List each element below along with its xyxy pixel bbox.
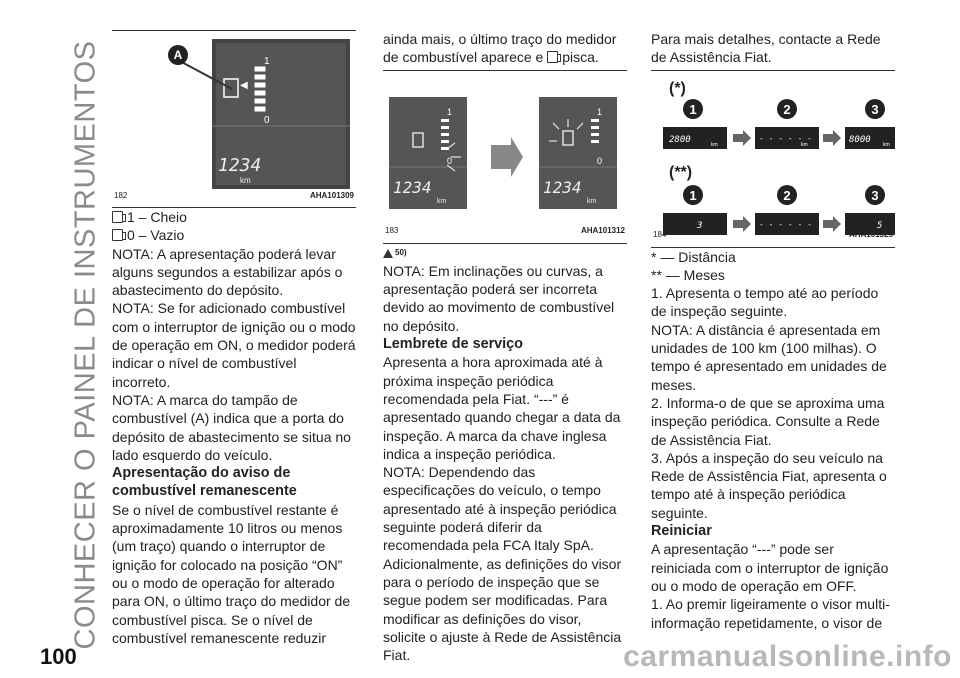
- paragraph: Para mais detalhes, contacte a Rede de Assistência Fiat.: [651, 31, 881, 66]
- svg-text:- - - - - -: - - - - - -: [759, 133, 812, 143]
- svg-text:- - - - - -: - - - - - -: [759, 219, 812, 229]
- list-item-empty: 0 – Vazio: [112, 226, 356, 244]
- paragraph: NOTA: A marca do tampão de combustível (A) indica que a porta do depósito de abastecimento se situa no lado esquerdo do veículo.: [112, 391, 351, 463]
- svg-text:(**): (**): [669, 163, 693, 181]
- svg-text:km: km: [587, 197, 597, 205]
- paragraph: NOTA: A apresentação poderá levar alguns segundos a estabilizar após o abastecimento do depósito.: [112, 245, 343, 299]
- svg-text:0: 0: [447, 155, 453, 166]
- svg-text:1: 1: [689, 187, 697, 203]
- fuel-blink-illustration: [383, 71, 627, 243]
- figure-caption: [385, 222, 625, 240]
- svg-text:2800: 2800: [669, 134, 691, 145]
- paragraph: ainda mais, o último traço do medidor de combustível aparece e pisca.: [383, 31, 617, 66]
- svg-text:3: 3: [871, 101, 879, 117]
- svg-text:0: 0: [597, 155, 603, 166]
- figure-caption: [114, 187, 354, 205]
- figure-184: [651, 70, 895, 248]
- svg-text:1234: 1234: [218, 155, 262, 176]
- figure-code: AHA101325: [848, 230, 893, 240]
- arrow-right-icon: [733, 130, 751, 146]
- paragraph: Adicionalmente, as definições do visor para o período de inspeção que se segue podem ser modificadas. Para modificar as definições do visor, solicite o ajuste à Rede de Assistência Fiat.: [383, 555, 622, 664]
- column-2: [383, 30, 627, 664]
- figure-code: AHA101312: [580, 226, 625, 236]
- figure-code: AHA101309: [309, 190, 354, 200]
- legend-item: ** — Meses: [651, 266, 725, 283]
- step-markers-row-2: [683, 185, 885, 205]
- watermark: carmanualsonline.info: [623, 640, 952, 673]
- fuel-cap-arrow-icon: ◀: [240, 80, 248, 91]
- svg-text:(*): (*): [669, 79, 686, 97]
- paragraph: Se o nível de combustível restante é aproximadamente 10 litros ou menos (um traço) quando o interruptor de ignição for colocado na posição “ON” ou o modo de operação for alterado para ON, o último traço do medidor de combustível pisca. Se o nível de combustível remanescente reduzir: [112, 501, 351, 646]
- svg-text:8000: 8000: [849, 134, 871, 145]
- svg-text:1: 1: [264, 56, 270, 67]
- svg-text:1234: 1234: [393, 177, 432, 197]
- figure-183: [383, 70, 627, 244]
- paragraph: NOTA: Em inclinações ou curvas, a apresentação poderá ser incorreta devido ao movimento de combustível no depósito.: [383, 262, 615, 334]
- paragraph: Apresenta a hora aproximada até à próxima inspeção periódica recomendada pela Fiat. “---” é apresentado quando chegar a data da inspeção. A marca da chave inglesa indica a inspeção periódica.: [383, 354, 621, 462]
- section-sidebar: [28, 20, 102, 650]
- svg-text:km: km: [883, 141, 890, 148]
- svg-text:km: km: [437, 197, 447, 205]
- arrow-right-icon: [823, 130, 841, 146]
- svg-text:km: km: [240, 176, 251, 185]
- step-markers-row-1: [683, 99, 885, 119]
- svg-text:km: km: [801, 141, 808, 148]
- figure-number: 182: [114, 190, 128, 200]
- paragraph: 2. Informa-o de que se aproxima uma inspeção periódica. Consulte a Rede de Assistência Fiat.: [651, 394, 885, 448]
- figure-caption: [653, 226, 893, 244]
- service-reminder-illustration: [651, 71, 895, 247]
- svg-text:A: A: [173, 48, 183, 62]
- section-heading: Reiniciar: [651, 523, 712, 540]
- paragraph: 3. Após a inspeção do seu veículo na Rede de Assistência Fiat, apresenta o tempo até à inspeção periódica seguinte.: [651, 449, 887, 521]
- paragraph: 1. Apresenta o tempo até ao período de inspeção seguinte.: [651, 285, 879, 320]
- svg-text:3: 3: [697, 220, 703, 231]
- paragraph: NOTA: Dependendo das especificações do veículo, o tempo apresentado até à inspeção periódica seguinte poderá diferir da recomendada pela FCA Italy SpA.: [383, 464, 617, 554]
- svg-text:2: 2: [783, 187, 791, 203]
- fuel-gauge-illustration: [112, 31, 356, 207]
- arrow-right-icon: [491, 137, 523, 177]
- svg-text:1: 1: [447, 106, 453, 117]
- svg-text:0: 0: [264, 115, 270, 126]
- fuel-icon: [112, 229, 123, 241]
- figure-number: 183: [385, 226, 399, 236]
- page-number: 100: [40, 644, 77, 669]
- svg-text:3: 3: [871, 187, 879, 203]
- list-item-full: 1 – Cheio: [112, 208, 356, 226]
- legend-item: * — Distância: [651, 248, 736, 265]
- warning-reference: 50): [383, 244, 627, 262]
- column-3: [651, 30, 895, 632]
- figure-number: 184: [653, 230, 667, 240]
- section-title: CONHECER O PAINEL DE INSTRUMENTOS: [69, 40, 102, 650]
- paragraph: A apresentação “---” pode ser reiniciada com o interruptor de ignição ou o modo de operação em OFF.: [651, 541, 889, 594]
- svg-text:2: 2: [783, 101, 791, 117]
- paragraph: NOTA: A distância é apresentada em unidades de 100 km (100 milhas). O tempo é apresentado em unidades de meses.: [651, 321, 887, 393]
- paragraph: 1. Ao premir ligeiramente o visor multi-informação repetidamente, o visor de: [651, 596, 890, 631]
- column-1: [112, 30, 356, 647]
- svg-text:1: 1: [597, 106, 603, 117]
- svg-text:km: km: [711, 141, 718, 148]
- section-heading: Apresentação do aviso de combustível remanescente: [112, 465, 297, 500]
- section-heading: Lembrete de serviço: [383, 336, 523, 353]
- fuel-icon: [112, 211, 123, 223]
- warning-triangle-icon: [383, 249, 393, 258]
- figure-182: [112, 30, 356, 208]
- fuel-icon: [547, 51, 558, 63]
- paragraph: NOTA: Se for adicionado combustível com o interruptor de ignição ou o modo de operação em ON, o medidor poderá indicar o nível de combustível incorreto.: [112, 300, 356, 390]
- svg-text:5: 5: [877, 220, 883, 231]
- svg-text:1: 1: [689, 101, 697, 117]
- svg-text:1234: 1234: [543, 177, 582, 197]
